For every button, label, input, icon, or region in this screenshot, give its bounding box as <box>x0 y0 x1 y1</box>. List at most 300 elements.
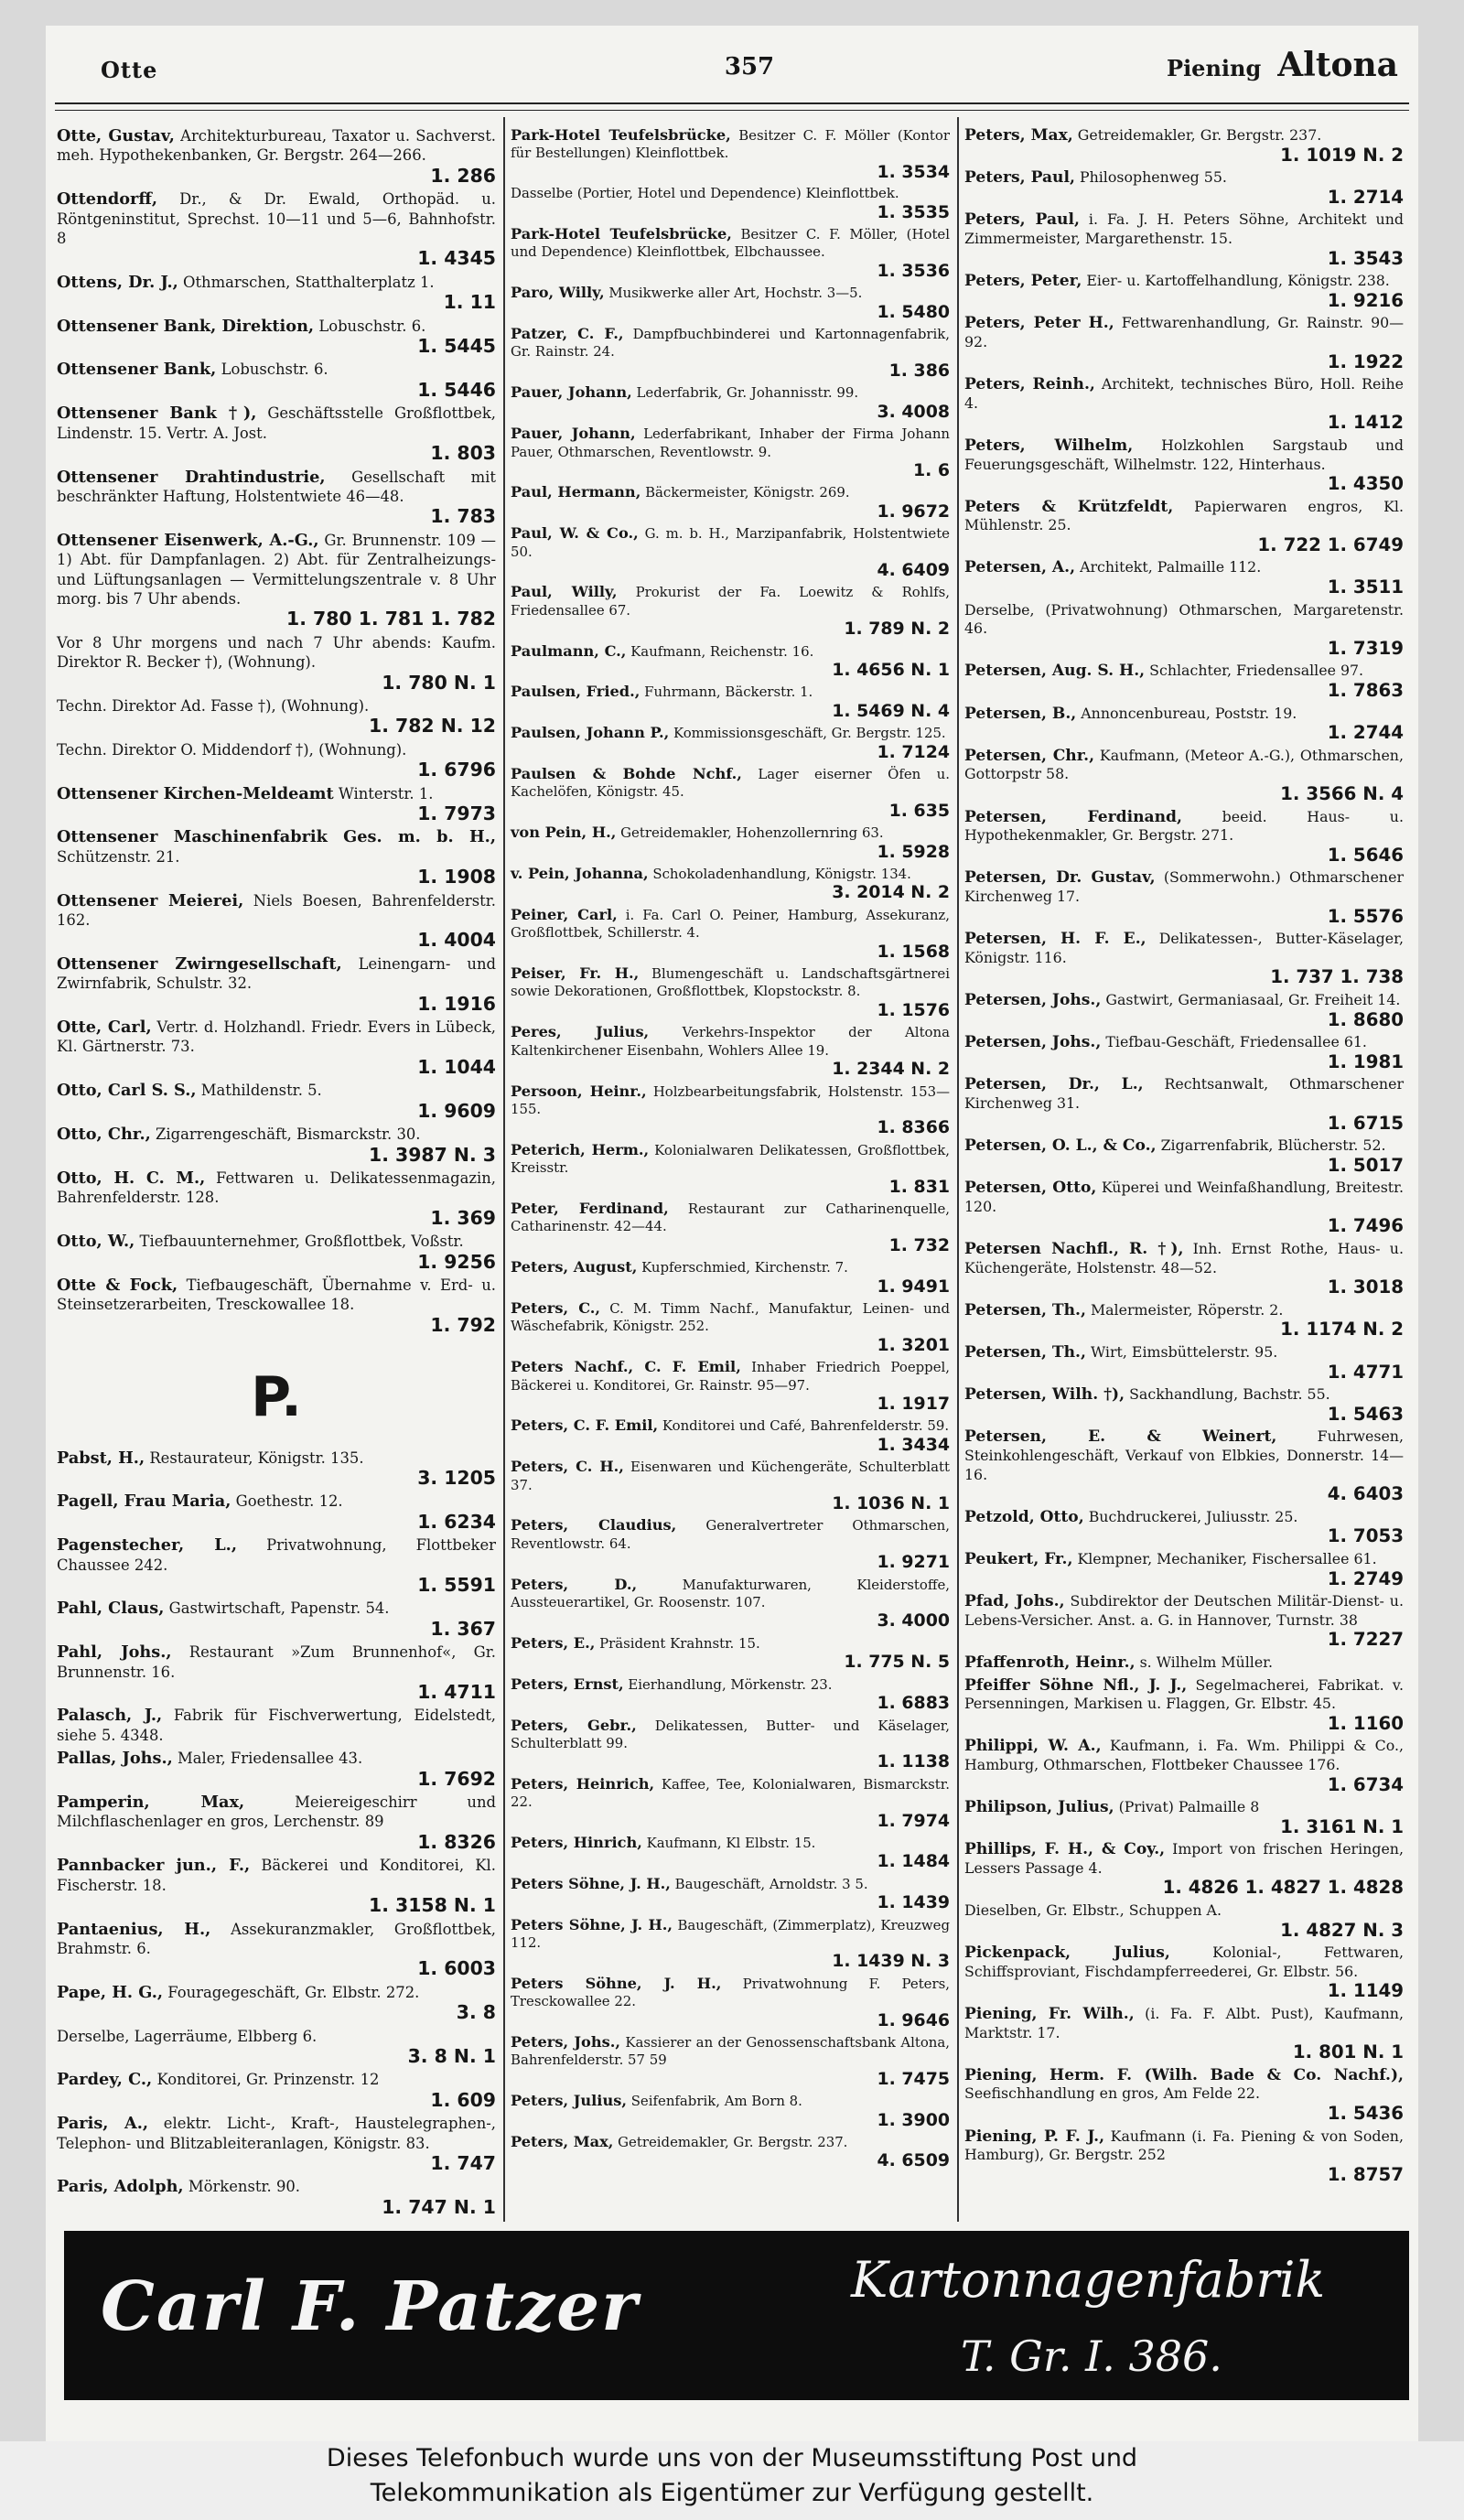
entry-details: Restaurant »Zum Brunnenhof«, Gr. Brunnenstr. 16. <box>57 1643 496 1681</box>
entry-name: Peters, Claudius, <box>511 1516 677 1535</box>
entry-name: Pauer, Johann, <box>511 425 636 443</box>
entry-line <box>57 1983 496 2002</box>
header-rule <box>55 102 1409 104</box>
directory-entry <box>511 1775 950 1830</box>
entry-phone-number: 1. 780 N. 1 <box>382 671 496 694</box>
entry-phone-number: 1. 3987 N. 3 <box>369 1143 496 1166</box>
entry-details: Malermeister, Röperstr. 2. <box>1090 1300 1284 1319</box>
entry-line <box>511 865 950 883</box>
entry-line <box>511 2092 950 2110</box>
entry-line <box>964 1136 1404 1156</box>
entry-details: Tiefbaugeschäft, Übernahme v. Erd- u. Steinsetzerarbeiten, Tresckowallee 18. <box>57 1276 496 1314</box>
entry-phone-number: 1. 3535 <box>877 201 950 222</box>
entry-name: Peters, Max, <box>964 126 1073 145</box>
directory-entry <box>964 1592 1404 1650</box>
directory-entry <box>964 662 1404 700</box>
entry-name: Ottensener Bank †), <box>57 404 257 424</box>
entry-name: Peters, Max, <box>511 2133 614 2151</box>
directory-entry <box>964 1301 1404 1340</box>
entry-name: Petersen, O. L., & Co., <box>964 1136 1157 1156</box>
entry-line <box>511 1416 950 1435</box>
directory-entry <box>511 1458 950 1513</box>
entry-phone-number: 1. 3434 <box>877 1434 950 1455</box>
entry-name: v. Pein, Johanna, <box>511 865 649 883</box>
directory-entry <box>964 1944 1404 2001</box>
entry-line <box>511 1516 950 1553</box>
entry-phone-number: 1. 7227 <box>1327 1629 1404 1651</box>
entry-line <box>964 314 1404 351</box>
entry-name: Ottensener Bank, <box>57 360 217 380</box>
entry-name: Otto, W., <box>57 1232 135 1252</box>
footer-line-2: Telekommunikation als Eigentümer zur Verfügung gestellt. <box>370 2479 1094 2507</box>
entry-phone-number: 1. 1044 <box>417 1055 496 1078</box>
entry-line <box>511 1082 950 1119</box>
entry-details: Techn. Direktor O. Middendorf †), (Wohnung). <box>57 740 407 759</box>
entry-details: Mathildenstr. 5. <box>200 1082 322 1100</box>
entry-phone-number: 3. 2014 N. 2 <box>832 882 950 903</box>
entry-phone-number: 1. 3511 <box>1327 576 1404 598</box>
entry-phone-number: 1. 789 N. 2 <box>844 619 950 640</box>
header-right <box>1167 46 1398 84</box>
entry-name: Paro, Willy, <box>511 284 605 302</box>
entry-name: Phillips, F. H., & Coy., <box>964 1840 1166 1859</box>
directory-entry <box>511 1875 950 1912</box>
entry-phone-number: 1. 4826 1. 4827 1. 4828 <box>1162 1877 1404 1899</box>
entry-phone-number: 1. 4004 <box>417 929 496 952</box>
directory-entry <box>964 601 1404 659</box>
directory-entry <box>511 724 950 761</box>
entry-details: Getreidemakler, Hohenzollernring 63. <box>620 824 884 842</box>
directory-column-1 <box>57 126 496 2221</box>
entry-details: Kolonial-, Fettwaren, Schiffsproviant, Fischdampferreederei, Gr. Elbstr. 56. <box>964 1944 1405 1980</box>
entry-phone-number: 1. 7475 <box>877 2068 950 2089</box>
entry-details: Buchdruckerei, Juliusstr. 25. <box>1088 1507 1298 1525</box>
entry-line <box>57 2070 496 2089</box>
entry-line <box>57 1793 496 1832</box>
entry-phone-number: 1. 5446 <box>417 378 496 401</box>
entry-line <box>511 1916 950 1953</box>
directory-entry <box>511 2133 950 2170</box>
entry-name: Pagenstecher, L., <box>57 1535 237 1556</box>
directory-entry <box>57 1983 496 2023</box>
entry-details: (i. Fa. F. Albt. Pust), Kaufmann, Marktstr. 17. <box>964 2005 1404 2041</box>
entry-details: Klempner, Mechaniker, Fischersallee 61. <box>1077 1549 1377 1567</box>
entry-name: Peters Nachf., C. F. Emil, <box>511 1358 741 1376</box>
entry-name: Peters, Heinrich, <box>511 1774 655 1793</box>
directory-entry <box>511 1141 950 1196</box>
entry-name: Petersen, Wilh. †), <box>964 1385 1125 1405</box>
entry-phone-number: 1. 9672 <box>877 501 950 522</box>
directory-entry <box>57 1599 496 1639</box>
directory-entry <box>964 1136 1404 1175</box>
entry-details: Manufakturwaren, Kleiderstoffe, Aussteuerartikel, Gr. Roosenstr. 107. <box>511 1576 950 1611</box>
entry-phone-number: 1. 369 <box>430 1206 496 1229</box>
entry-name: Paris, A., <box>57 2114 149 2134</box>
entry-phone-number: 1. 7973 <box>417 802 496 824</box>
entry-details: Winterstr. 1. <box>338 784 434 802</box>
directory-entry <box>57 531 496 630</box>
entry-phone-number: 1. 2344 N. 2 <box>832 1059 950 1080</box>
entry-line <box>964 2127 1404 2165</box>
directory-entry <box>57 696 496 737</box>
entry-phone-number: 1. 5576 <box>1327 905 1404 927</box>
entry-details: Dampfbuchbinderei und Kartonnagenfabrik, Gr. Rainstr. 24. <box>511 326 950 361</box>
entry-details: Seifenfabrik, Am Born 8. <box>630 2093 802 2110</box>
entry-phone-number: 1. 737 1. 738 <box>1270 966 1404 988</box>
entry-line <box>511 2033 950 2070</box>
entry-details: i. Fa. J. H. Peters Söhne, Architekt und Zimmermeister, Margarethenstr. 15. <box>964 210 1404 247</box>
entry-details: Assekuranzmakler, Großflottbek, Brahmstr. 6. <box>57 1920 496 1957</box>
directory-entry <box>511 325 950 380</box>
directory-entry <box>511 1200 950 1255</box>
entry-details: Geschäftsstelle Großflottbek, Lindenstr. 15. Vertr. A. Jost. <box>57 404 496 442</box>
entry-name: Pfad, Johs., <box>964 1592 1065 1611</box>
directory-entry <box>964 1737 1404 1794</box>
entry-phone-number: 3. 1205 <box>417 1466 496 1489</box>
entry-name: Peres, Julius, <box>511 1023 650 1041</box>
entry-name: Pauer, Johann, <box>511 383 632 402</box>
entry-name: Pannbacker jun., F., <box>57 1856 251 1876</box>
directory-entry <box>964 705 1404 743</box>
entry-phone-number: 1. 6883 <box>877 1693 950 1714</box>
entry-details: Derselbe, Lagerräume, Elbberg 6. <box>57 2027 318 2045</box>
entry-name: Peters, August, <box>511 1258 638 1276</box>
directory-entry <box>964 272 1404 310</box>
entry-name: Pantaenius, H., <box>57 1919 211 1939</box>
entry-phone-number: 1. 8757 <box>1327 2163 1404 2185</box>
directory-entry <box>57 740 496 781</box>
entry-details: Architekt, Palmaille 112. <box>1080 558 1262 576</box>
directory-entry <box>964 210 1404 268</box>
entry-phone-number: 1. 782 N. 12 <box>369 715 496 738</box>
entry-name: Paulsen, Fried., <box>511 683 640 701</box>
directory-entry <box>511 1834 950 1871</box>
entry-line <box>57 784 496 803</box>
entry-name: Pallas, Johs., <box>57 1749 173 1769</box>
entry-phone-number: 1. 4350 <box>1327 473 1404 495</box>
directory-entry <box>57 1642 496 1702</box>
entry-line <box>964 662 1404 681</box>
directory-entry <box>964 1798 1404 1836</box>
header-city: Altona <box>1277 46 1398 84</box>
entry-phone-number: 1. 2744 <box>1327 722 1404 744</box>
entry-name: Patzer, C. F., <box>511 325 624 343</box>
directory-entry <box>511 225 950 280</box>
entry-line <box>511 284 950 302</box>
entry-line <box>511 1299 950 1336</box>
entry-line <box>57 360 496 379</box>
entry-details: Delikatessen-, Butter-Käselager, Königstr. 116. <box>964 930 1404 966</box>
entry-name: Persoon, Heinr., <box>511 1082 647 1100</box>
entry-phone-number: 1. 9646 <box>877 2009 950 2030</box>
entry-phone-number: 1. 7496 <box>1327 1215 1404 1237</box>
entry-details: G. m. b. H., Marzipanfabrik, Holstentwiete 50. <box>511 525 950 560</box>
entry-line <box>511 683 950 701</box>
entry-line <box>964 930 1404 967</box>
entry-phone-number: 1. 4656 N. 1 <box>832 659 950 680</box>
entry-details: Getreidemakler, Gr. Bergstr. 237. <box>618 2134 848 2151</box>
directory-entry <box>57 633 496 693</box>
directory-entry <box>57 1168 496 1228</box>
advertisement-banner <box>64 2231 1409 2400</box>
entry-name: Petersen, Aug. S. H., <box>964 662 1146 681</box>
directory-entry <box>511 1023 950 1078</box>
entry-name: Petersen, Johs., <box>964 1033 1102 1052</box>
entry-line <box>511 724 950 742</box>
entry-name: Peters, Julius, <box>511 2092 627 2110</box>
entry-name: Petersen, Johs., <box>964 990 1102 1009</box>
entry-phone-number: 3. 4008 <box>877 401 950 422</box>
entry-line <box>57 1706 496 1745</box>
column-divider <box>957 117 959 2222</box>
entry-phone-number: 1. 747 <box>430 2151 496 2174</box>
entry-details: Kaufmann, Reichenstr. 16. <box>630 642 814 660</box>
entry-name: Paulsen, Johann P., <box>511 724 670 742</box>
page-header <box>101 44 1398 86</box>
entry-phone-number: 1. 747 N. 1 <box>382 2195 496 2218</box>
directory-entry <box>964 2066 1404 2124</box>
directory-entry <box>511 383 950 421</box>
entry-details: Derselbe, (Privatwohnung) Othmarschen, Margaretenstr. 46. <box>964 600 1404 638</box>
entry-phone-number: 1. 6734 <box>1327 1773 1404 1795</box>
directory-entry <box>511 1634 950 1672</box>
directory-entry <box>511 642 950 680</box>
entry-line <box>964 1343 1404 1362</box>
directory-entry <box>964 1033 1404 1072</box>
directory-entry <box>964 314 1404 372</box>
entry-line <box>964 2066 1404 2104</box>
entry-details: Verkehrs-Inspektor der Altona Kaltenkirchener Eisenbahn, Wohlers Allee 19. <box>511 1024 950 1059</box>
entry-phone-number: 1. 6715 <box>1327 1112 1404 1134</box>
entry-details: Eier- u. Kartoffelhandlung, Königstr. 238. <box>1086 272 1390 290</box>
entry-phone-number: 1. 1484 <box>877 1851 950 1872</box>
entry-name: Peukert, Fr., <box>964 1549 1073 1568</box>
entry-line <box>57 1168 496 1208</box>
entry-name: Ottens, Dr. J., <box>57 272 178 292</box>
entry-line <box>57 404 496 443</box>
entry-phone-number: 1. 9216 <box>1327 289 1404 311</box>
entry-line <box>964 1798 1404 1817</box>
entry-details: Delikatessen, Butter- und Käselager, Schulterblatt 99. <box>511 1717 951 1751</box>
entry-line <box>57 1920 496 1959</box>
entry-name: Peiser, Fr. H., <box>511 964 640 983</box>
entry-name: Otto, H. C. M., <box>57 1168 206 1188</box>
entry-line <box>964 601 1404 639</box>
entry-line <box>964 1508 1404 1527</box>
directory-entry <box>511 1082 950 1137</box>
entry-phone-number: 1. 5591 <box>417 1574 496 1596</box>
entry-name: Paul, Willy, <box>511 583 618 601</box>
entry-line <box>964 1653 1404 1673</box>
entry-name: Pamperin, Max, <box>57 1793 245 1813</box>
entry-details: Schokoladenhandlung, Königstr. 134. <box>652 866 911 883</box>
entry-line <box>964 436 1404 474</box>
entry-details: Kommissionsgeschäft, Gr. Bergstr. 125. <box>673 725 946 742</box>
entry-phone-number: 1. 8366 <box>877 1117 950 1138</box>
entry-details: Kaffee, Tee, Kolonialwaren, Bismarckstr. 22. <box>511 1775 950 1811</box>
directory-entry <box>57 1081 496 1121</box>
directory-entry <box>57 468 496 527</box>
entry-phone-number: 1. 3201 <box>877 1334 950 1355</box>
entry-name: Petersen, Th., <box>964 1343 1086 1362</box>
entry-phone-number: 1. 1917 <box>877 1394 950 1414</box>
entry-details: s. Wilhelm Müller. <box>1139 1653 1274 1671</box>
entry-phone-number: 1. 1160 <box>1327 1712 1404 1734</box>
entry-line <box>57 126 496 166</box>
directory-entry <box>511 865 950 902</box>
entry-details: Wirt, Eimsbüttelerstr. 95. <box>1090 1343 1278 1362</box>
entry-line <box>964 1840 1404 1878</box>
entry-line <box>964 2005 1404 2042</box>
entry-details: Import von frischen Heringen, Lessers Passage 4. <box>964 1840 1404 1877</box>
directory-entry <box>511 583 950 638</box>
entry-phone-number: 1. 722 1. 6749 <box>1257 533 1404 555</box>
entry-details: Eierhandlung, Mörkenstr. 23. <box>628 1675 833 1693</box>
entry-phone-number: 1. 3566 N. 4 <box>1280 783 1404 804</box>
directory-entry <box>964 1179 1404 1236</box>
entry-name: Otto, Carl S. S., <box>57 1081 197 1101</box>
directory-entry <box>964 1550 1404 1588</box>
entry-name: von Pein, H., <box>511 824 617 842</box>
entry-phone-number: 1. 3543 <box>1327 247 1404 269</box>
directory-entry <box>964 126 1404 165</box>
entry-phone-number: 1. 803 <box>430 442 496 465</box>
entry-line <box>964 705 1404 724</box>
entry-name: Petzold, Otto, <box>964 1507 1084 1526</box>
entry-name: Peters, C. H., <box>511 1458 624 1476</box>
entry-details: Besitzer C. F. Möller (Kontor für Bestellungen) Kleinflottbek. <box>511 127 951 162</box>
entry-details: Baugeschäft, Arnoldstr. 3 5. <box>674 1875 868 1892</box>
entry-phone-number: 1. 9256 <box>417 1250 496 1273</box>
entry-line <box>511 1458 950 1494</box>
entry-phone-number: 1. 1138 <box>877 1751 950 1772</box>
entry-line <box>964 1033 1404 1052</box>
entry-name: Piening, Fr. Wilh., <box>964 2005 1135 2024</box>
entry-name: Petersen, Ferdinand, <box>964 807 1182 826</box>
entry-phone-number: 1. 1908 <box>417 866 496 888</box>
entry-details: Annoncenbureau, Poststr. 19. <box>1081 704 1297 722</box>
attribution-footer <box>0 2441 1464 2520</box>
entry-name: Peters, E., <box>511 1633 596 1652</box>
entry-name: Piening, Herm. F. (Wilh. Bade & Co. Nachf.), <box>964 2065 1404 2084</box>
directory-entry <box>511 1516 950 1571</box>
entry-phone-number: 1. 801 N. 1 <box>1292 2041 1404 2063</box>
entry-details: Vor 8 Uhr morgens und nach 7 Uhr abends: Kaufm. Direktor R. Becker †), (Wohnung). <box>57 633 496 672</box>
directory-entry <box>57 317 496 357</box>
entry-line <box>964 168 1404 188</box>
entry-phone-number: 1. 3900 <box>877 2109 950 2130</box>
entry-line <box>57 1642 496 1682</box>
entry-phone-number: 1. 7124 <box>877 741 950 762</box>
entry-phone-number: 1. 5445 <box>417 335 496 358</box>
directory-column-3 <box>964 126 1404 2188</box>
entry-line <box>511 824 950 842</box>
entry-phone-number: 1. 386 <box>888 360 950 381</box>
entry-name: Ottensener Kirchen-Meldeamt <box>57 783 334 803</box>
entry-phone-number: 3. 8 N. 1 <box>407 2044 496 2067</box>
directory-entry <box>964 930 1404 987</box>
entry-name: Otto, Chr., <box>57 1125 151 1145</box>
directory-entry <box>57 784 496 824</box>
entry-details: Lederfabrik, Gr. Johannisstr. 99. <box>636 384 859 402</box>
entry-name: Paulmann, C., <box>511 641 627 660</box>
entry-details: Fettwarenhandlung, Gr. Rainstr. 90—92. <box>964 314 1405 350</box>
entry-phone-number: 1. 7053 <box>1327 1525 1404 1547</box>
entry-line <box>964 1550 1404 1569</box>
header-first-name: Otte <box>101 57 158 83</box>
section-letter: P. <box>251 1365 302 1430</box>
directory-entry <box>511 1675 950 1713</box>
entry-line <box>57 827 496 867</box>
directory-entry <box>511 1975 950 2030</box>
entry-line <box>511 383 950 402</box>
entry-phone-number: 1. 1568 <box>877 941 950 962</box>
entry-details: Präsident Krahnstr. 15. <box>599 1634 760 1652</box>
entry-line <box>511 1358 950 1395</box>
directory-entry <box>57 1125 496 1165</box>
entry-line <box>57 1856 496 1895</box>
directory-entry <box>964 1840 1404 1898</box>
entry-line <box>511 483 950 501</box>
entry-phone-number: 1. 8680 <box>1327 1008 1404 1030</box>
entry-name: Ottendorff, <box>57 189 158 210</box>
directory-entry <box>57 2027 496 2067</box>
entry-line <box>57 1492 496 1511</box>
entry-name: Petersen, A., <box>964 558 1076 577</box>
entry-name: Ottensener Maschinenfabrik Ges. m. b. H., <box>57 827 496 847</box>
entry-details: Tiefbauunternehmer, Großflottbek, Voßstr. <box>139 1233 464 1251</box>
entry-name: Petersen, Dr., L., <box>964 1075 1144 1094</box>
entry-name: Peters, Reinh., <box>964 375 1095 394</box>
entry-phone-number: 1. 7692 <box>417 1767 496 1790</box>
directory-entry <box>964 375 1404 433</box>
entry-details: Fabrik für Fischverwertung, Eidelstedt, siehe 5. 4348. <box>57 1707 497 1744</box>
entry-details: Schlachter, Friedensallee 97. <box>1149 662 1364 680</box>
entry-line <box>57 317 496 336</box>
entry-phone-number: 1. 1981 <box>1327 1050 1404 1072</box>
entry-phone-number: 1. 1019 N. 2 <box>1280 144 1404 166</box>
entry-details: Subdirektor der Deutschen Militär-Dienst- u. Lebens-Versicher. Anst. a. G. in Hannover, Turnstr. 38 <box>964 1592 1404 1629</box>
directory-entry <box>964 1385 1404 1424</box>
entry-name: Petersen, Th., <box>964 1300 1086 1319</box>
entry-details: Gesellschaft mit beschränkter Haftung, Holstentwiete 46—48. <box>57 468 496 505</box>
entry-name: Ottensener Meierei, <box>57 890 244 910</box>
directory-entry <box>511 524 950 579</box>
column-divider <box>503 117 505 2222</box>
entry-details: Holzkohlen Sargstaub und Feuerungsgeschäft, Wilhelmstr. 122, Hinterhaus. <box>964 436 1405 473</box>
directory-entry <box>57 2177 496 2217</box>
entry-phone-number: 1. 792 <box>430 1313 496 1336</box>
entry-name: Petersen, E. & Weinert, <box>964 1427 1277 1447</box>
entry-details: Küperei und Weinfaßhandlung, Breitestr. 120. <box>964 1179 1404 1215</box>
entry-name: Peiner, Carl, <box>511 905 618 923</box>
entry-phone-number: 1. 367 <box>430 1617 496 1640</box>
entry-name: Peters, Paul, <box>964 168 1075 188</box>
entry-name: Pahl, Claus, <box>57 1599 165 1619</box>
directory-entry <box>57 1920 496 1979</box>
entry-name: Paul, Hermann, <box>511 483 641 501</box>
entry-details: Kaufmann, Kl Elbstr. 15. <box>646 1834 816 1851</box>
entry-line <box>57 1535 496 1575</box>
directory-entry <box>964 808 1404 866</box>
entry-phone-number: 1. 4711 <box>417 1681 496 1704</box>
entry-phone-number: 1. 609 <box>430 2088 496 2111</box>
entry-details: i. Fa. Carl O. Peiner, Hamburg, Assekuranz, Großflottbek, Schillerstr. 4. <box>511 906 950 942</box>
entry-details: Fuhrmann, Bäckerstr. 1. <box>644 684 813 701</box>
entry-details: Schützenstr. 21. <box>57 847 180 866</box>
entry-details: Dieselben, Gr. Elbstr., Schuppen A. <box>964 1901 1222 1920</box>
entry-name: Peters, Paul, <box>964 210 1080 230</box>
